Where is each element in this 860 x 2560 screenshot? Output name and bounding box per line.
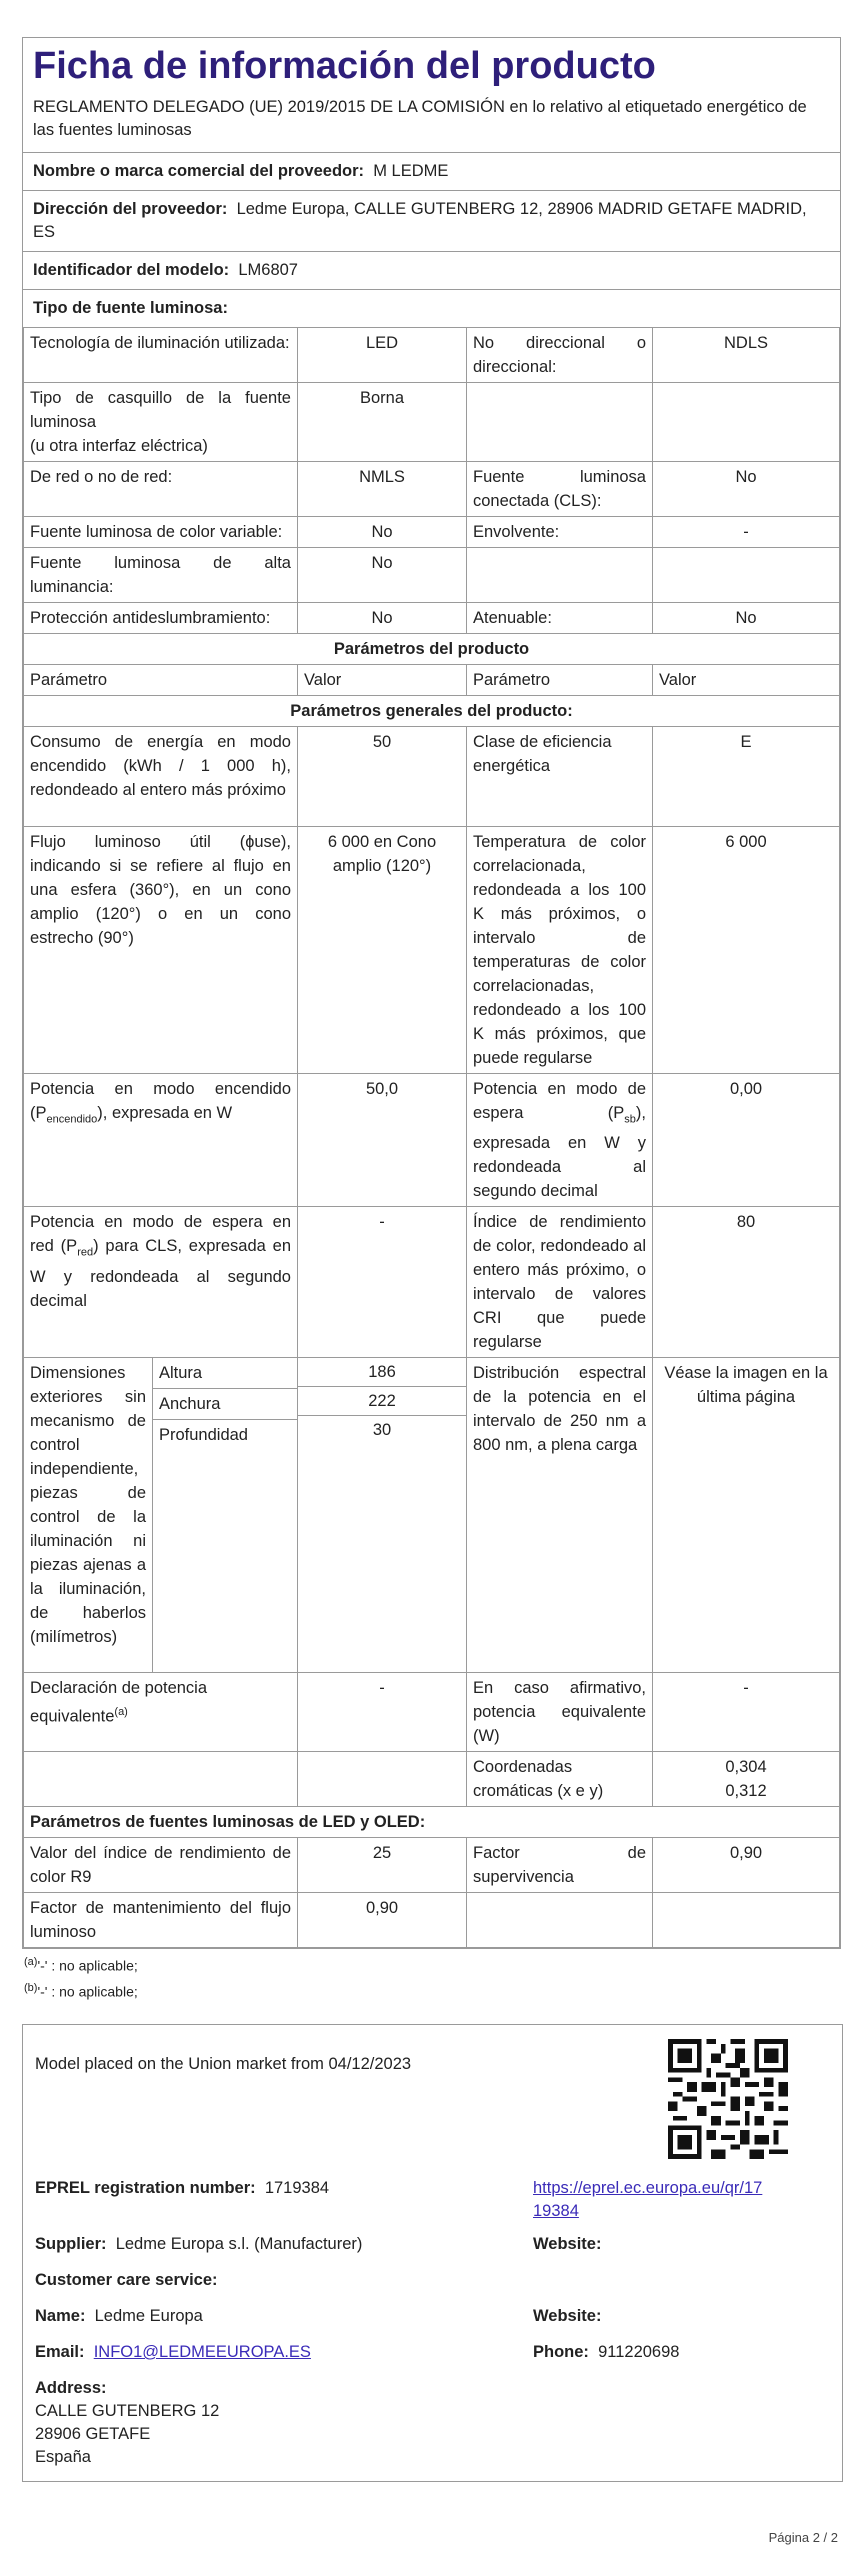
phone-row: [533, 2341, 679, 2364]
param-label: Índice de rendimiento de color, redondeado al entero más próximo, o intervalo de valores CRI que puede regularse: [467, 1207, 653, 1358]
param-value: 50: [298, 727, 467, 827]
supplier-label: Supplier:: [35, 2235, 107, 2253]
led-params-heading: Parámetros de fuentes luminosas de LED y OLED:: [24, 1807, 840, 1838]
table-row: [24, 1358, 840, 1673]
light-type-label: Tipo de fuente luminosa:: [33, 299, 228, 317]
param-label: Fuente luminosa de color variable:: [24, 517, 298, 548]
table-row: [24, 1838, 840, 1893]
email-label: Email:: [35, 2343, 85, 2361]
param-label: Distribución espectral de la potencia en el intervalo de 250 nm a 800 nm, a plena carga: [467, 1358, 653, 1673]
email-row: [35, 2341, 311, 2364]
param-value: 0,90: [298, 1893, 467, 1948]
market-date: Model placed on the Union market from 04/12/2023: [35, 2055, 412, 2073]
name-label: Name:: [35, 2307, 86, 2325]
param-value: -: [298, 1207, 467, 1358]
dimensions-label: Dimensiones exteriores sin mecanismo de control independiente, piezas de control de la iluminación ni piezas ajenas a la iluminación, de haberlos (milímetros): [24, 1358, 153, 1672]
address-line: 28906 GETAFE: [35, 2425, 151, 2443]
param-value: Borna: [298, 383, 467, 462]
supplier-value: Ledme Europa s.l. (Manufacturer): [115, 2235, 363, 2253]
eprel-link[interactable]: [533, 2177, 762, 2223]
dim-height-value: 186: [298, 1358, 466, 1387]
empty-cell: [653, 1893, 840, 1948]
address-label: Address:: [35, 2379, 107, 2397]
param-label: [467, 383, 653, 462]
eprel-link-line: 19384: [533, 2202, 579, 2220]
param-value: No: [298, 603, 467, 634]
customer-care-text: Customer care service:: [35, 2271, 218, 2289]
param-value: Véase la imagen en la última página: [653, 1358, 840, 1673]
table-row: [24, 548, 840, 603]
dimensions-table: [24, 1358, 297, 1672]
phone-label: Phone:: [533, 2343, 589, 2361]
param-value: NMLS: [298, 462, 467, 517]
param-value: 25: [298, 1838, 467, 1893]
model-id-row: [23, 252, 840, 290]
chroma-x: 0,304: [725, 1758, 767, 1777]
supplier-name-label: Nombre o marca comercial del proveedor:: [33, 162, 365, 180]
footnote-mark: (b): [24, 1981, 38, 1994]
product-params-heading: Parámetros del producto: [24, 634, 840, 665]
model-id-value: LM6807: [238, 261, 298, 279]
table-row: [24, 827, 840, 1074]
supplier-row: [35, 2233, 362, 2256]
param-label: Fuente luminosa de alta luminancia:: [24, 548, 298, 603]
name-row: [35, 2305, 203, 2328]
footnote-mark: (a): [24, 1956, 38, 1969]
param-value: -: [653, 517, 840, 548]
param-value: 6 000: [653, 827, 840, 1074]
table-row: [24, 462, 840, 517]
eprel-link-line: https://eprel.ec.europa.eu/qr/17: [533, 2179, 763, 2197]
table-row: [24, 634, 840, 665]
param-value: No: [653, 462, 840, 517]
dim-depth-value: 30: [372, 1421, 392, 1440]
param-label: Fuente luminosa conectada (CLS):: [467, 462, 653, 517]
qr-code-icon[interactable]: [668, 2039, 788, 2159]
table-row: [24, 328, 840, 383]
dimensions-values: [298, 1358, 467, 1673]
table-row: [24, 1673, 840, 1752]
eprel-reg-value: 1719384: [264, 2179, 330, 2197]
param-label: En caso afirmativo, potencia equivalente (W): [467, 1673, 653, 1752]
label-part: Potencia en modo de espera (P: [473, 1080, 646, 1122]
empty-cell: [298, 1752, 467, 1807]
param-value: 0,00: [653, 1074, 840, 1207]
eprel-reg-row: [35, 2177, 329, 2200]
param-label: [24, 1673, 298, 1752]
param-label: Protección antideslumbramiento:: [24, 603, 298, 634]
param-label: Clase de eficiencia energética: [467, 727, 653, 827]
eprel-reg-label: EPREL registration number:: [35, 2179, 256, 2197]
light-type-row: [23, 290, 840, 327]
email-link[interactable]: INFO1@LEDMEEUROPA.ES: [93, 2343, 311, 2361]
param-label: Factor de supervivencia: [467, 1838, 653, 1893]
table-row: [24, 1074, 840, 1207]
phone-value: 911220698: [598, 2343, 680, 2361]
type-table: [23, 327, 840, 1948]
table-row: [24, 696, 840, 727]
column-header-param: Parámetro: [24, 665, 298, 696]
param-label: Atenuable:: [467, 603, 653, 634]
label-part: ) para CLS, expresada en W y redondeada al segundo decimal: [30, 1237, 292, 1310]
regulation-text: REGLAMENTO DELEGADO (UE) 2019/2015 DE LA COMISIÓN en lo relativo al etiquetado energético de las fuentes luminosas: [23, 90, 840, 153]
page-number: Página 2 / 2: [768, 2530, 838, 2545]
footnote-text: '-' : no aplicable;: [37, 1983, 138, 2000]
param-value: E: [653, 727, 840, 827]
param-value: 0,90: [653, 1838, 840, 1893]
table-row: [24, 1207, 840, 1358]
param-value: LED: [298, 328, 467, 383]
table-row: [24, 1893, 840, 1948]
supplier-address-value: Ledme Europa, CALLE GUTENBERG 12, 28906 MADRID GETAFE MADRID, ES: [33, 200, 807, 241]
website2-label-text: Website:: [533, 2307, 602, 2325]
label-part: Potencia en modo encendido (P: [30, 1080, 291, 1122]
table-row: [24, 603, 840, 634]
empty-cell: [467, 1893, 653, 1948]
supplier-address-label: Dirección del proveedor:: [33, 200, 228, 218]
address-line: España: [35, 2448, 91, 2466]
param-value: -: [653, 1673, 840, 1752]
website-label-text: Website:: [533, 2235, 602, 2253]
param-label: Consumo de energía en modo encendido (kWh / 1 000 h), redondeado al entero más próximo: [24, 727, 298, 827]
param-label: [24, 1074, 298, 1207]
dim-height-label: Altura: [153, 1358, 298, 1389]
param-label: [467, 1074, 653, 1207]
param-value: 50,0: [298, 1074, 467, 1207]
table-row: [24, 665, 840, 696]
label-part: ), expresada en W: [97, 1104, 233, 1122]
footnotes: [22, 1949, 841, 2004]
address-block: [35, 2377, 219, 2469]
footnote-text: '-' : no aplicable;: [37, 1957, 138, 1974]
param-label: De red o no de red:: [24, 462, 298, 517]
param-value: [653, 383, 840, 462]
dim-width-value: 222: [298, 1387, 466, 1416]
label-part: ), expresada en W y redondeada al segundo decimal: [473, 1104, 646, 1201]
website2-label: [533, 2305, 601, 2328]
supplier-name-value: M LEDME: [373, 162, 449, 180]
dimensions-cell: [24, 1358, 298, 1673]
param-label: [24, 1207, 298, 1358]
param-label: Flujo luminoso útil (ɸuse), indicando si se refiere al flujo en una esfera (360°), en un cono amplio (120°) o en un cono estrecho (90°): [24, 827, 298, 1074]
label-part: Potencia en modo de espera en red (P: [30, 1213, 291, 1256]
empty-cell: [24, 1752, 298, 1807]
param-label: Valor del índice de rendimiento de color R9: [24, 1838, 298, 1893]
column-header-value: Valor: [298, 665, 467, 696]
page-title: Ficha de información del producto: [33, 45, 656, 87]
chroma-y: 0,312: [725, 1782, 767, 1801]
general-params-heading: Parámetros generales del producto:: [24, 696, 840, 727]
table-row: [24, 383, 840, 462]
table-row: [24, 517, 840, 548]
param-label: [24, 383, 298, 462]
footnote: [24, 1951, 839, 1977]
website-label: [533, 2233, 601, 2256]
supplier-address-row: [23, 191, 840, 252]
column-header-param: Parámetro: [467, 665, 653, 696]
address-line: CALLE GUTENBERG 12: [35, 2402, 220, 2420]
table-row: [24, 1807, 840, 1838]
label-part: Declaración de potencia equivalente: [30, 1679, 208, 1726]
param-value: 6 000 en Cono amplio (120°): [298, 827, 467, 1074]
product-info-sheet: [22, 37, 841, 1949]
param-label: [467, 548, 653, 603]
param-label: Factor de mantenimiento del flujo luminoso: [24, 1893, 298, 1948]
table-row: [24, 727, 840, 827]
param-label: Tecnología de iluminación utilizada:: [24, 328, 298, 383]
param-value: No: [298, 548, 467, 603]
column-header-value: Valor: [653, 665, 840, 696]
param-label-line: Tipo de casquillo de la fuente luminosa: [30, 389, 291, 431]
table-row: [24, 1752, 840, 1807]
param-value: -: [298, 1673, 467, 1752]
param-value: 80: [653, 1207, 840, 1358]
model-id-label: Identificador del modelo:: [33, 261, 230, 279]
label-superscript: (a): [114, 1706, 128, 1719]
param-value: No: [298, 517, 467, 548]
param-value: [653, 548, 840, 603]
label-subscript: sb: [624, 1113, 636, 1126]
eprel-box: [22, 2024, 843, 2482]
footnote: [24, 1977, 839, 2003]
label-subscript: red: [77, 1246, 94, 1259]
param-label: Coordenadas cromáticas (x e y): [467, 1752, 653, 1807]
param-label: No direccional o direccional:: [467, 328, 653, 383]
label-subscript: encendido: [46, 1113, 98, 1126]
customer-care-heading: [35, 2269, 218, 2292]
supplier-name-row: [23, 153, 840, 191]
dim-depth-label: Profundidad: [159, 1426, 248, 1445]
param-value: No: [653, 603, 840, 634]
param-label-line: (u otra interfaz eléctrica): [30, 437, 208, 455]
param-value: [653, 1752, 840, 1807]
name-value: Ledme Europa: [94, 2307, 203, 2325]
dim-width-label: Anchura: [153, 1389, 298, 1420]
param-value: NDLS: [653, 328, 840, 383]
param-label: Temperatura de color correlacionada, redondeada a los 100 K más próximos, o intervalo de temperaturas de color correlacionadas, redondeado a los 100 K más próximos, que puede regularse: [467, 827, 653, 1074]
param-label: Envolvente:: [467, 517, 653, 548]
